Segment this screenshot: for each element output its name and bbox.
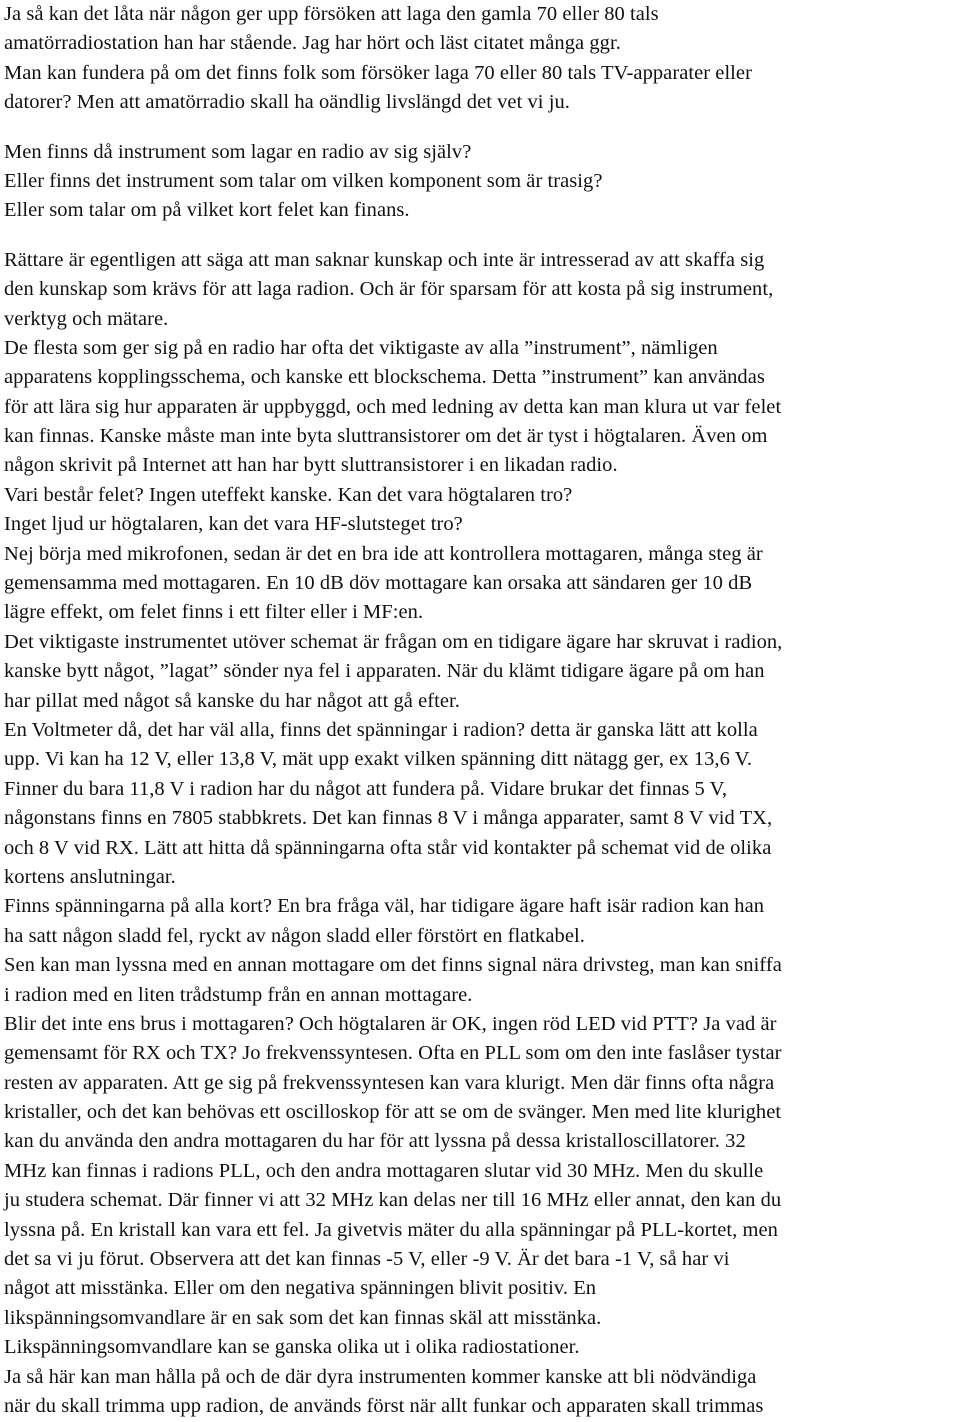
text-line: kanske bytt något, ”lagat” sönder nya fel i apparaten. När du klämt tidigare ägare på om han xyxy=(4,660,765,683)
paragraph-gap xyxy=(4,118,960,138)
text-line: ju studera schemat. Där finner vi att 32 MHz kan delas ner till 16 MHz eller annat, den kan du xyxy=(4,1189,782,1212)
text-line: likspänningsomvandlare är en sak som det kan finnas skäl att misstänka. xyxy=(4,1306,602,1329)
text-line: Nej börja med mikrofonen, sedan är det en bra ide att kontrollera mottagaren, många steg är xyxy=(4,542,763,565)
text-line: någonstans finns en 7805 stabbkrets. Det kan finnas 8 V i många apparater, samt 8 V vid TX, xyxy=(4,807,773,830)
text-line: kan finnas. Kanske måste man inte byta sluttransistorer om det är tyst i högtalaren. Även om xyxy=(4,425,768,448)
text-line: kortens anslutningar. xyxy=(4,865,176,888)
text-line: datorer? Men att amatörradio skall ha oändlig livslängd det vet vi ju. xyxy=(4,91,570,114)
text-line: i radion med en liten trådstump från en annan mottagare. xyxy=(4,983,473,1006)
text-line: Ja så kan det låta när någon ger upp försöken att laga den gamla 70 eller 80 tals xyxy=(4,3,659,25)
text-line: Sen kan man lyssna med en annan mottagare om det finns signal nära drivsteg, man kan sniffa xyxy=(4,954,782,977)
text-line: för att lära sig hur apparaten är uppbyggd, och med ledning av detta kan man klura ut var felet xyxy=(4,395,782,418)
text-line: verktyg och mätare. xyxy=(4,307,169,330)
text-line: MHz kan finnas i radions PLL, och den andra mottagaren slutar vid 30 MHz. Men du skulle xyxy=(4,1159,764,1182)
text-line: apparatens kopplingsschema, och kanske ett blockschema. Detta ”instrument” kan användas xyxy=(4,366,765,389)
text-line: Finner du bara 11,8 V i radion har du något att fundera på. Vidare brukar det finnas 5 V, xyxy=(4,777,728,800)
text-line: och 8 V vid RX. Lätt att hitta då spänningarna ofta står vid kontakter på schemat vid de olika xyxy=(4,836,772,859)
text-line: resten av apparaten. Att ge sig på frekvenssyntesen kan vara klurigt. Men där finns ofta några xyxy=(4,1071,775,1094)
paragraph-gap xyxy=(4,226,960,246)
text-line: Rättare är egentligen att säga att man saknar kunskap och inte är intresserad av att skaffa sig xyxy=(4,248,765,271)
text-line: lyssna på. En kristall kan vara ett fel. Ja givetvis mäter du alla spänningar på PLL-kortet, men xyxy=(4,1218,778,1241)
text-line: amatörradiostation han har stående. Jag har hört och läst citatet många ggr. xyxy=(4,32,621,55)
text-line: kristaller, och det kan behövas ett oscilloskop för att se om de svänger. Men med lite klurighet xyxy=(4,1101,782,1124)
text-line: Ja så här kan man hålla på och de där dyra instrumenten kommer kanske att bli nödvändiga xyxy=(4,1365,757,1388)
text-line: Eller som talar om på vilket kort felet kan finans. xyxy=(4,199,410,222)
text-line: något att misstänka. Eller om den negativa spänningen blivit positiv. En xyxy=(4,1277,597,1300)
text-line: lägre effekt, om felet finns i ett filter eller i MF:en. xyxy=(4,601,424,624)
text-line: Eller finns det instrument som talar om vilken komponent som är trasig? xyxy=(4,169,603,192)
text-line: Likspänningsomvandlare kan se ganska olika ut i olika radiostationer. xyxy=(4,1336,580,1359)
text-line: när du skall trimma upp radion, de används först när allt funkar och apparaten skall trimmas xyxy=(4,1394,764,1417)
text-line: det sa vi ju förut. Observera att det kan finnas -5 V, eller -9 V. Är det bara -1 V, så har vi xyxy=(4,1248,730,1271)
text-line: Man kan fundera på om det finns folk som försöker laga 70 eller 80 tals TV-apparater eller xyxy=(4,61,752,84)
text-line: kan du använda den andra mottagaren du har för att lyssna på dessa kristalloscillatorer. 32 xyxy=(4,1130,746,1153)
questions-paragraph xyxy=(4,138,960,226)
text-line: ha satt någon sladd fel, ryckt av någon sladd eller förstört en flatkabel. xyxy=(4,924,585,947)
text-line: De flesta som ger sig på en radio har ofta det viktigaste av alla ”instrument”, nämligen xyxy=(4,336,718,359)
document-page xyxy=(4,0,960,1421)
text-line: Det viktigaste instrumentet utöver schemat är frågan om en tidigare ägare har skruvat i radion, xyxy=(4,630,783,653)
intro-paragraph xyxy=(4,0,960,118)
text-line: Inget ljud ur högtalaren, kan det vara HF-slutsteget tro? xyxy=(4,513,463,536)
text-line: den kunskap som krävs för att laga radion. Och är för sparsam för att kosta på sig instrument, xyxy=(4,278,774,301)
text-line: har pillat med något så kanske du har något att gå efter. xyxy=(4,689,460,712)
body-paragraph xyxy=(4,246,960,1422)
text-line: Vari består felet? Ingen uteffekt kanske. Kan det vara högtalaren tro? xyxy=(4,483,573,506)
text-line: Blir det inte ens brus i mottagaren? Och högtalaren är OK, ingen röd LED vid PTT? Ja vad är xyxy=(4,1012,777,1035)
text-line: gemensamma med mottagaren. En 10 dB döv mottagare kan orsaka att sändaren ger 10 dB xyxy=(4,572,753,595)
text-line: Finns spänningarna på alla kort? En bra fråga väl, har tidigare ägare haft isär radion kan han xyxy=(4,895,765,918)
text-line: någon skrivit på Internet att han har bytt sluttransistorer i en likadan radio. xyxy=(4,454,618,477)
text-line: Men finns då instrument som lagar en radio av sig själv? xyxy=(4,140,472,163)
text-line: gemensamt för RX och TX? Jo frekvenssyntesen. Ofta en PLL som om den inte faslåser tystar xyxy=(4,1042,782,1065)
text-line: En Voltmeter då, det har väl alla, finns det spänningar i radion? detta är ganska lätt att kolla xyxy=(4,718,758,741)
text-line: upp. Vi kan ha 12 V, eller 13,8 V, mät upp exakt vilken spänning ditt nätagg ger, ex 13,6 V. xyxy=(4,748,753,771)
